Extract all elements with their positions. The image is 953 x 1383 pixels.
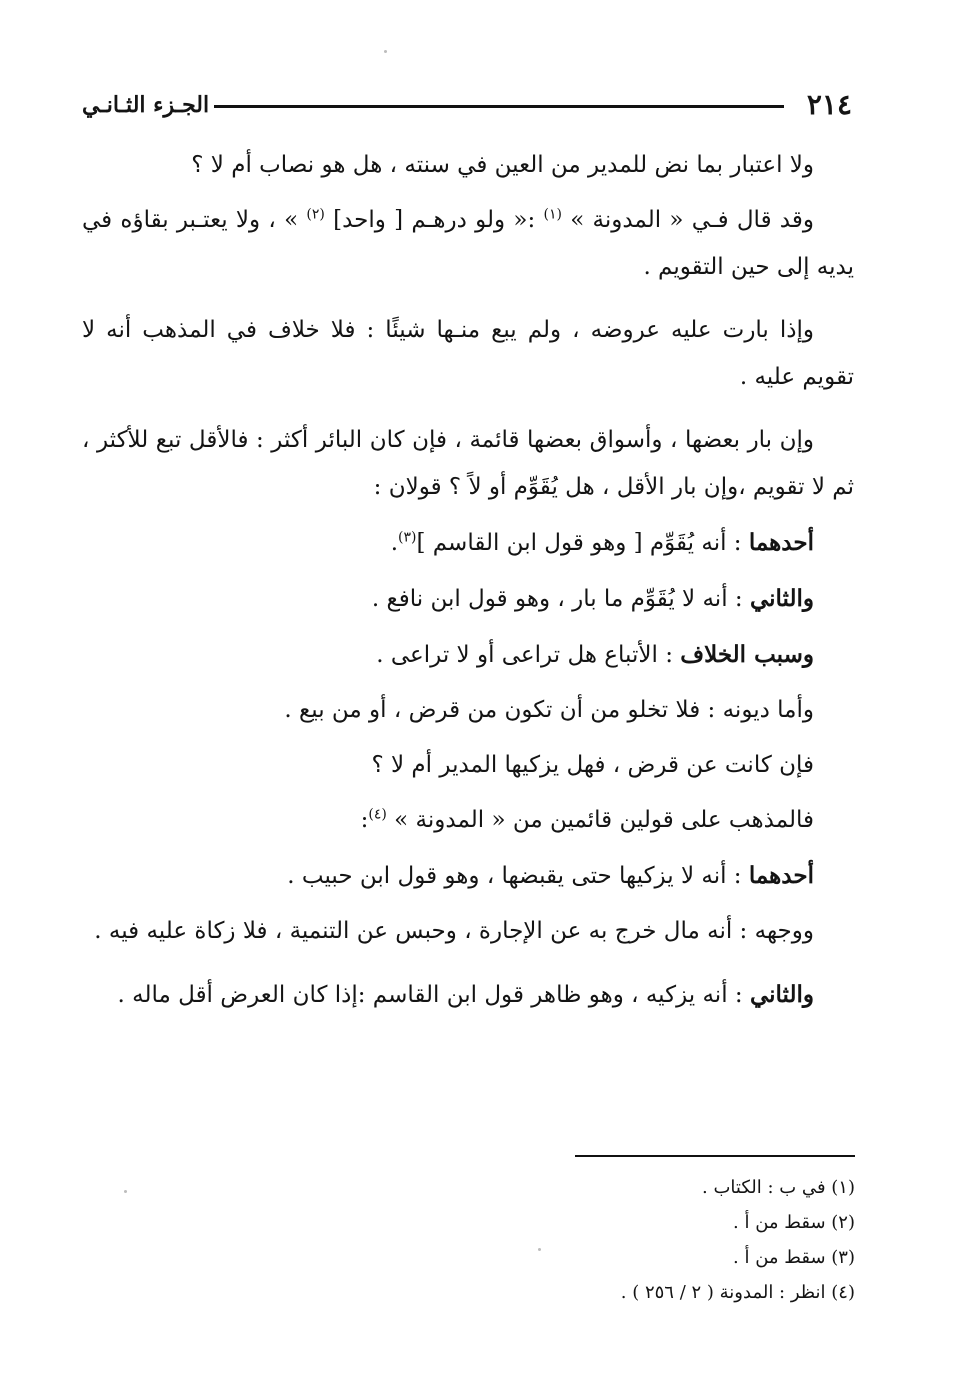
paragraph-label: والثاني <box>749 981 814 1008</box>
paragraph-text: » ، ولا يعتـبر بقاؤه في يديه إلى حين التقويم . <box>82 207 854 280</box>
page-header <box>82 86 852 126</box>
paragraph-text: ووجهه : أنه مال خرج به عن الإجارة ، وحبس عن التنمية ، فلا زكاة عليه فيه . <box>94 918 814 944</box>
paragraph-text: وإن بار بعضها ، وأسواق بعضها قائمة ، فإن كان البائر أكثر : فالأقل تبع للأكثر ، ثم لا تقويم ،وإن بار الأقل ، هل يُقَوِّم أو لاً ؟ قولان : <box>82 427 854 500</box>
paragraph-text: . <box>390 530 398 556</box>
paragraph-label: وسبب الخلاف <box>680 641 814 668</box>
paragraph <box>82 142 854 189</box>
paragraph-text: : أنه لا يزكيها حتى يقبضها ، وهو قول ابن حبيب . <box>287 863 749 889</box>
paragraph-label: أحدهما <box>748 862 814 889</box>
paragraph <box>82 797 854 844</box>
footnote: (٣) سقط من أ . <box>733 1247 855 1268</box>
paragraph-text: ولا اعتبار بما نض للمدير من العين في سنته ، هل هو نصاب أم لا ؟ <box>191 152 814 178</box>
footnote-marker: (٢) <box>306 206 325 223</box>
footnote-marker: (٤) <box>368 806 387 823</box>
paragraph <box>82 742 854 789</box>
paragraph <box>82 307 854 401</box>
scan-speck <box>124 1190 127 1193</box>
paragraph <box>82 687 854 734</box>
header-rule <box>214 105 784 108</box>
paragraph-label: والثاني <box>749 585 814 612</box>
footnote-marker: (٣) <box>398 529 417 546</box>
paragraph-text: وقد قال فـي « المدونة » <box>561 207 814 233</box>
paragraph-text: : أنه لا يُقَوِّم ما بار ، وهو قول ابن نافع . <box>371 586 750 612</box>
paragraph <box>82 908 854 955</box>
paragraph <box>82 417 854 511</box>
paragraph <box>82 971 854 1019</box>
paragraph-text: :« ولو درهـم [ واحد] <box>324 207 544 233</box>
paragraph-text: فإن كانت عن قرض ، فهل يزكيها المدير أم لا ؟ <box>371 752 814 778</box>
paragraph-text: : أنه يزكيه ، وهو ظاهر قول ابن القاسم :إذا كان العرض أقل ماله . <box>117 982 750 1008</box>
paragraph-text: : الأتباع هل تراعى أو لا تراعى . <box>376 642 681 668</box>
footnote: (٢) سقط من أ . <box>733 1212 855 1233</box>
footnotes <box>255 1170 855 1310</box>
paragraph <box>82 519 854 567</box>
paragraph <box>82 575 854 623</box>
paragraph-label: أحدهما <box>748 529 814 556</box>
running-title: الجـزء الثـانـي <box>82 92 210 118</box>
body-text <box>82 142 854 1035</box>
paragraph-text: وإذا بارت عليه عروضه ، ولم يبع منـها شيئًا : فلا خلاف في المذهب أنه لا تقويم عليه . <box>82 317 854 390</box>
footnote-separator <box>575 1155 855 1157</box>
paragraph <box>82 852 854 900</box>
paragraph <box>82 197 854 291</box>
footnote: (١) في ب : الكتاب . <box>702 1177 855 1198</box>
paragraph-text: فالمذهب على قولين قائمين من « المدونة » <box>386 807 814 833</box>
footnote-marker: (١) <box>543 206 562 223</box>
page-number: ٢١٤ <box>806 88 852 121</box>
scan-speck <box>384 50 387 53</box>
paragraph-text: : <box>360 807 369 833</box>
paragraph-text: : أنه يُقَوِّم [ وهو قول ابن القاسم ] <box>416 530 749 556</box>
paragraph <box>82 631 854 679</box>
paragraph-text: وأما ديونه : فلا تخلو من أن تكون من قرض ، أو من بيع . <box>284 697 814 723</box>
footnote: (٤) انظر : المدونة ( ٢ / ٢٥٦ ) . <box>620 1282 855 1303</box>
